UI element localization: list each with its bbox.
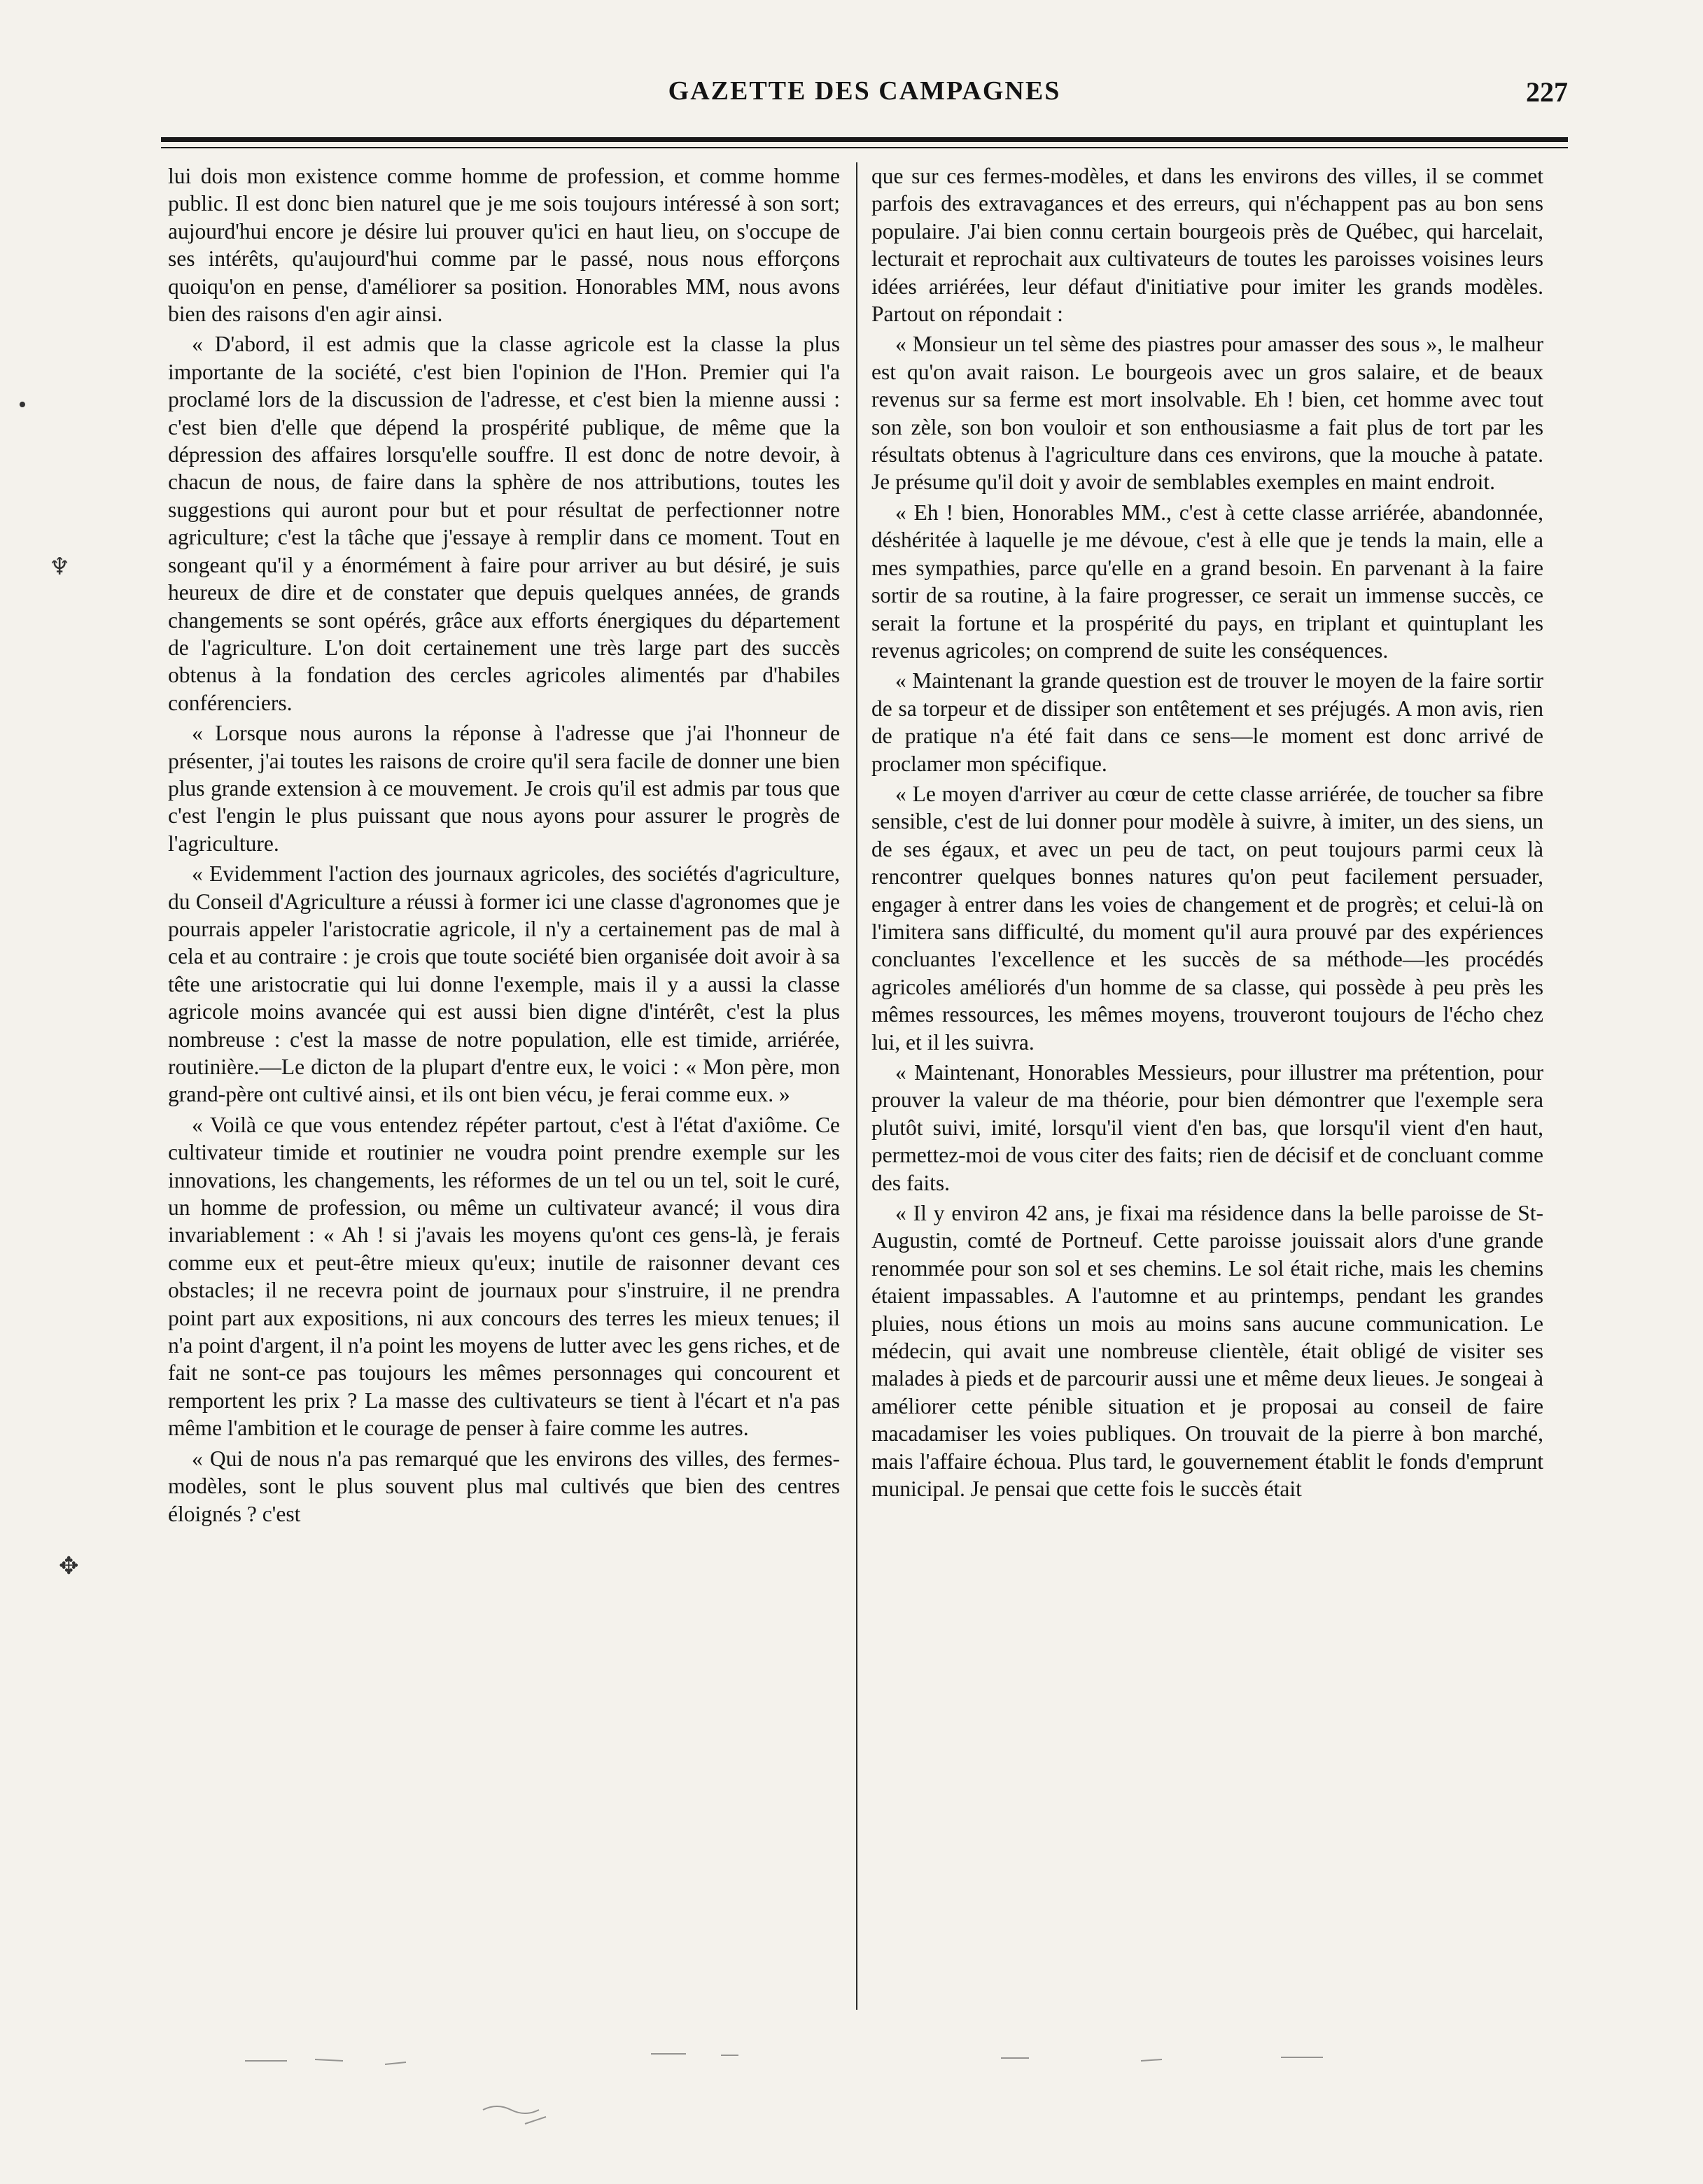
paragraph: « Il y environ 42 ans, je fixai ma résidence dans la belle paroisse de St-Augustin, comté de Portneuf. Cette paroisse jouissait alors d'une grande renommée pour son sol et ses chemins. Le sol était riche, mais les chemins étaient impassables. A l'automne et au printemps, pendant les grandes pluies, nous étions un mois au moins sans aucune communication. Le médecin, qui avait une nombreuse clientèle, était obligé de visiter ses malades à pieds et de parcourir aussi une et même deux lieues. Je songeai à améliorer cette pénible situation et je proposai au conseil de faire macadamiser les voies publiques. On trouvait de la pierre à bon marché, mais l'affaire échoua. Plus tard, le gouvernement établit le fonds d'emprunt municipal. Je pensai que cette fois le succès était <box>871 1201 1543 1502</box>
paragraph: « Maintenant la grande question est de trouver le moyen de la faire sortir de sa torpeur et de dissiper son entêtement et ses préjugés. A mon avis, rien de pratique n'a été fait dans ce sens—le moment est donc arrivé de proclamer mon spécifique. <box>871 668 1543 776</box>
margin-mark: • <box>18 392 27 418</box>
paragraph: « Lorsque nous aurons la réponse à l'adresse que j'ai l'honneur de présenter, j'ai toutes les raisons de croire qu'il sera facile de donner une bien plus grande extension à ce mouvement. Je crois qu'il est admis par tous que c'est l'engin le plus puissant que nous ayons pour assurer le progrès de l'agriculture. <box>168 721 840 856</box>
paragraph: « Maintenant, Honorables Messieurs, pour illustrer ma prétention, pour prouver la valeur de ma théorie, pour bien démontrer que l'exemple sera plutôt suivi, imité, lorsqu'il vient d'en bas, que lorsqu'il vient d'en haut, permettez-moi de vous citer des faits; rien de décisif et de concluant comme des faits. <box>871 1060 1543 1195</box>
page-header <box>161 76 1568 118</box>
paragraph: « D'abord, il est admis que la classe agricole est la classe la plus importante de la société, c'est bien l'opinion de l'Hon. Premier qui l'a proclamé lors de la discussion de l'adresse, et c'est bien la mienne aussi : c'est bien d'elle que dépend la prospérité publique, de même que la dépression des affaires lorsqu'elle souffre. Il est donc de notre devoir, à chacun de nous, de faire dans la sphère de nos attributions, toutes les suggestions qui auront pour but et pour résultat de perfectionner notre agriculture; c'est la tâche que j'essaye à remplir dans ce moment. Tout en songeant qu'il y a énormément à faire pour arriver au but désiré, je suis heureux de dire et de constater que depuis quelques années, de grands changements se sont opérés, grâce aux efforts énergiques du département de l'agriculture. L'on doit certainement une très large part des succès obtenus à la fondation des cercles agricoles alimentés par d'habiles conférenciers. <box>168 332 840 715</box>
column-divider <box>856 162 857 2010</box>
margin-mark: ♆ <box>49 554 71 580</box>
header-rule-thin <box>161 147 1568 148</box>
paragraph: lui dois mon existence comme homme de profession, et comme homme public. Il est donc bien naturel que je me sois toujours intéressé à son sort; aujourd'hui encore je désire lui prouver qu'ici en haut lieu, on s'occupe de ses intérêts, qu'aujourd'hui comme par le passé, nous nous efforçons quoiqu'on en pense, d'améliorer sa position. Honorables MM, nous avons bien des raisons d'en agir ainsi. <box>168 164 840 327</box>
margin-mark: ✥ <box>59 1554 79 1579</box>
journal-title: GAZETTE DES CAMPAGNES <box>668 76 1061 106</box>
paragraph: que sur ces fermes-modèles, et dans les environs des villes, il se commet parfois des extravagances et des erreurs, qui n'échappent pas au bon sens populaire. J'ai bien connu certain bourgeois près de Québec, qui harcelait, lecturait et reprochait aux cultivateurs de toutes les paroisses voisines leurs idées arriérées, leur défaut d'initiative pour imiter les grands modèles. Partout on répondait : <box>871 164 1543 327</box>
paragraph: « Monsieur un tel sème des piastres pour amasser des sous », le malheur est qu'on avait raison. Le bourgeois avec un gros salaire, et de beaux revenus sur sa ferme est mort insolvable. Eh ! bien, cet homme avec tout son zèle, son bon vouloir et son enthousiasme a fait plus de tort par les résultats obtenus à l'agriculture dans ces environs, que la mouche à patate. Je présume qu'il doit y avoir de semblables exemples en maint endroit. <box>871 332 1543 495</box>
paragraph: « Qui de nous n'a pas remarqué que les environs des villes, des fermes-modèles, sont le plus souvent plus mal cultivés que bien des centres éloignés ? c'est <box>168 1446 840 1526</box>
paragraph: « Le moyen d'arriver au cœur de cette classe arriérée, de toucher sa fibre sensible, c'est de lui donner pour modèle à suivre, à imiter, un des siens, un de ses égaux, et avec un peu de tact, on peut toujours parmi ceux là rencontrer quelques bonnes natures qu'on peut facilement persuader, engager à entrer dans les voies de changement et de progrès; et celui-là on l'imitera sans difficulté, du moment qu'il aura prouvé par des expériences concluantes l'excellence et les succès de sa méthode—les procédés agricoles améliorés d'un homme de sa classe, qui possède à peu près les mêmes ressources, les mêmes moyens, trouveront toujours de l'écho chez lui, et il les suivra. <box>871 781 1543 1055</box>
left-column <box>168 162 840 1528</box>
print-smudge-footer <box>231 2033 1421 2145</box>
paragraph: « Evidemment l'action des journaux agricoles, des sociétés d'agriculture, du Conseil d'Agriculture a réussi à former ici une classe d'agronomes que je pourrais appeler l'aristocratie agricole, il n'y a certainement pas de mal à cela et au contraire : je crois que toute société bien organisée doit avoir à sa tête une aristocratie qui lui donne l'exemple, mais il y a aussi la classe agricole moins avancée qui est aussi bien digne d'intérêt, c'est la plus nombreuse : c'est la masse de notre population, elle est timide, arriérée, routinière.—Le dicton de la plupart d'entre eux, le voici : « Mon père, mon grand-père ont cultivé ainsi, et ils ont bien vécu, je ferai comme eux. » <box>168 861 840 1107</box>
paragraph: « Voilà ce que vous entendez répéter partout, c'est à l'état d'axiôme. Ce cultivateur timide et routinier ne voudra point prendre exemple sur les innovations, les changements, les réformes de un tel ou un tel, soit le curé, un homme de profession, ou même un cultivateur avancé; il vous dira invariablement : « Ah ! si j'avais les moyens qu'ont ces gens-là, je ferais comme eux et peut-être mieux qu'eux; inutile de raisonner devant ces obstacles; il ne recevra point de journaux pour s'instruire, il ne prendra point part aux expositions, ni aux concours des terres les mieux tenues; il n'a point d'argent, il n'a point les moyens de lutter avec les gens riches, et de fait ne sont-ce pas toujours les mêmes personnages qui concourent et remportent les prix ? La masse des cultivateurs se tient à l'écart et n'a pas même l'ambition et le courage de penser à faire comme les autres. <box>168 1112 840 1441</box>
header-rule-thick <box>161 137 1568 142</box>
paragraph: « Eh ! bien, Honorables MM., c'est à cette classe arriérée, abandonnée, déshéritée à laquelle je me dévoue, c'est à elle que je tends la main, elle a mes sympathies, parce qu'elle en a grand besoin. En parvenant à la faire sortir de sa routine, à la faire progresser, ce serait un immense succès, ce serait la fortune et la prospérité du pays, en triplant et quintuplant les revenus agricoles; on comprend de suite les conséquences. <box>871 500 1543 663</box>
right-column <box>871 162 1543 1503</box>
page-number: 227 <box>1526 76 1568 108</box>
